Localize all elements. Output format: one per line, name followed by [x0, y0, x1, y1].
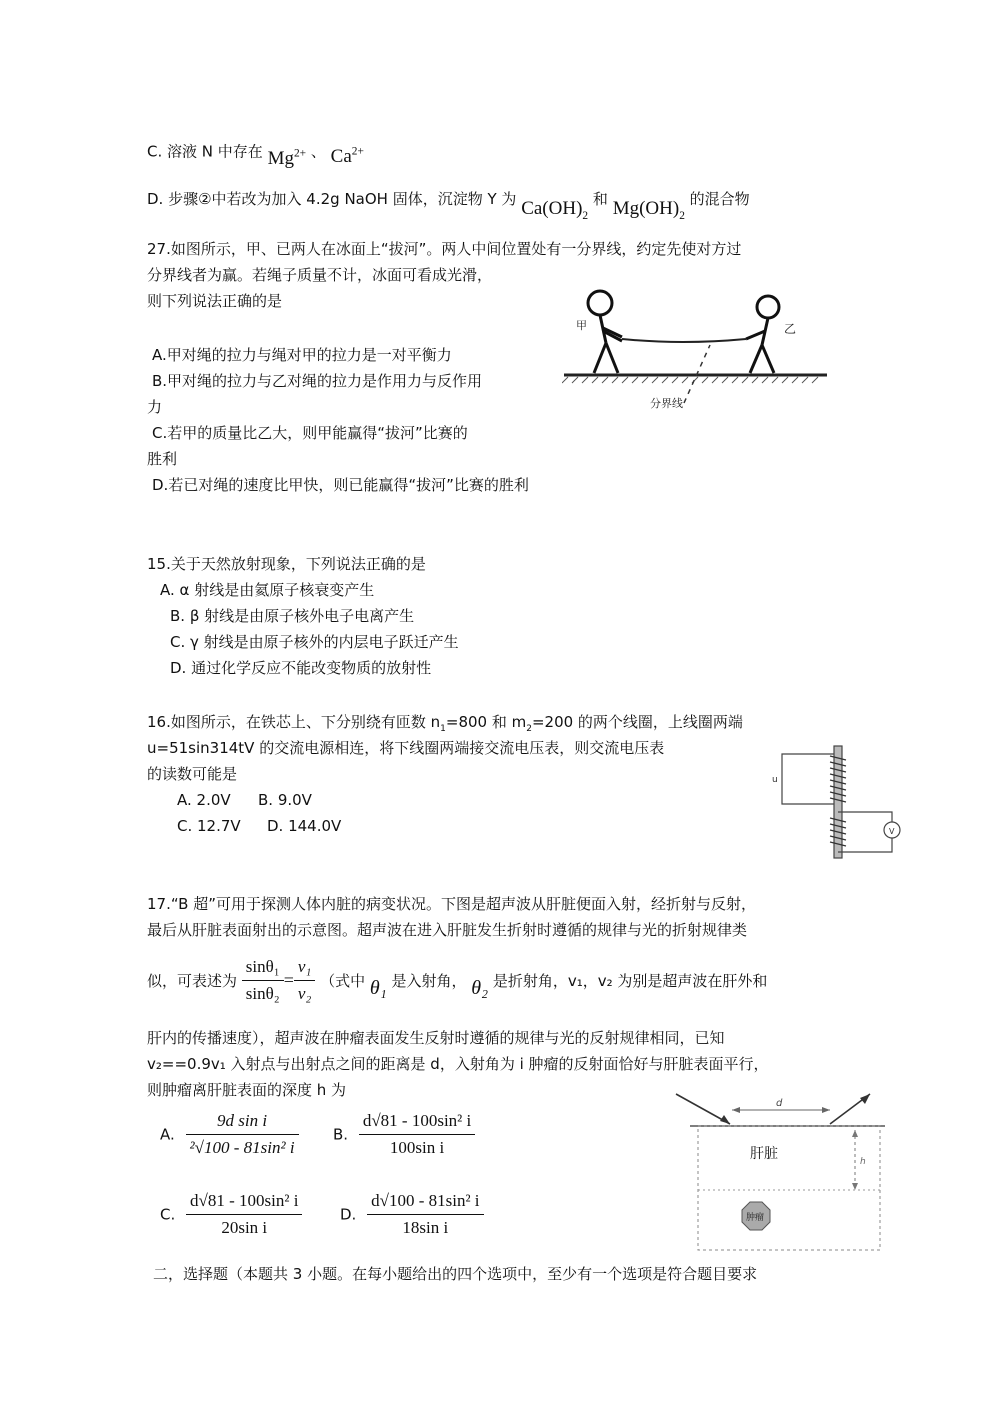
q15-option-b: B. β 射线是由原子核外电子电离产生 [170, 607, 415, 625]
q26-option-c [147, 136, 364, 170]
q26-chem-caoh2: $Ca(OH)_2$ [521, 198, 589, 222]
q17-option-a [160, 1110, 299, 1159]
q17-theta2: θ₂ [471, 977, 489, 999]
d-left-arrow-icon [732, 1107, 740, 1113]
q17-option-c-fraction: $\frac{\text{d√81 - 100sin² i}}{\text{20sin i}}$ [186, 1190, 302, 1239]
q26-ion-separator: 、 [310, 142, 326, 161]
d-label: d [776, 1098, 783, 1109]
q17-option-a-fraction: $\frac{\text{9d sin i}}{\text{²√100 - 81sin² i}}$ [186, 1110, 299, 1159]
q17-line3-a: 似，可表述为 [147, 972, 238, 990]
q17-option-b-fraction: $\frac{\text{d√81 - 100sin² i}}{\text{100sin i}}$ [359, 1110, 475, 1159]
q17-snell-equals: = [283, 970, 294, 990]
q27-option-b-line2: 力 [147, 398, 163, 416]
q17-stem-line5: v₂==0.9v₁ 入射点与出射点之间的距离是 d，入射角为 i 肿瘤的反射面恰好与肝脏表面平行， [147, 1055, 769, 1073]
label-yi: 乙 [784, 322, 797, 336]
q16-option-d: D. 144.0V [267, 817, 342, 835]
ground-hatch [562, 377, 818, 383]
q27-option-c-line2: 胜利 [147, 450, 178, 468]
q17-snell-fraction-sin: $\frac{\text{sinθ₁}}{\text{sinθ₂}}$ [242, 956, 284, 1005]
q17-line3-c: 是入射角， [391, 972, 467, 990]
q17-stem-line2: 最后从肝脏表面射出的示意图。超声波在进入肝脏发生折射时遵循的规律与光的折射规律类 [147, 921, 748, 939]
q26-option-d-end: 的混合物 [689, 190, 750, 208]
q16-option-b: B. 9.0V [258, 791, 312, 809]
q26-option-c-text: C. 溶液 N 中存在 [147, 142, 263, 161]
q17-line3-b: （式中 [320, 972, 366, 990]
q26-option-d [147, 189, 750, 222]
q27-stem-line1: 27.如图所示，甲、已两人在冰面上“拔河”。两人中间位置处有一分界线，约定先使对方过 [147, 240, 742, 258]
q17-line3-d: 是折射角，v₁，v₂ 为别是超声波在肝外和 [492, 972, 768, 990]
q17-theta1: θ₁ [369, 977, 387, 999]
q27-option-d: D.若已对绳的速度比甲快，则已能赢得“拔河”比赛的胜利 [152, 476, 529, 494]
q27-option-b-line1: B.甲对绳的拉力与乙对绳的拉力是作用力与反作用 [152, 372, 483, 390]
q17-snell-fraction-v: $\frac{\text{v₁}}{\text{v₂}}$ [294, 956, 315, 1005]
exit-arrow-icon [860, 1094, 870, 1104]
h-bottom-arrow-icon [852, 1183, 858, 1190]
tumor-label: 肿瘤 [746, 1213, 765, 1223]
q17-option-b-label: B. [333, 1125, 349, 1144]
person-left-figure [588, 291, 622, 373]
q16-transformer-figure [768, 742, 908, 862]
q26-ion-mg: $Mg^{2+}$ [267, 148, 307, 170]
q17-option-d [340, 1190, 484, 1239]
q17-stem-line3 [147, 956, 767, 1005]
q27-tug-of-war-figure [562, 283, 832, 413]
q15-option-d: D. 通过化学反应不能改变物质的放射性 [170, 659, 432, 677]
q17-stem-line1: 17.“B 超”可用于探测人体内脏的病变状况。下图是超声波从肝脏便面入射，经折射与反射， [147, 895, 756, 913]
q27-stem-line2: 分界线者为赢。若绳子质量不计，冰面可看成光滑， [147, 266, 493, 284]
h-label: h [860, 1157, 866, 1167]
q26-chem-mgoh2: $Mg(OH)_2$ [612, 198, 685, 222]
liver-box [698, 1126, 880, 1250]
q17-option-d-fraction: $\frac{\text{d√100 - 81sin² i}}{\text{18sin i}}$ [367, 1190, 483, 1239]
q15-option-c: C. γ 射线是由原子核外的内层电子跃迁产生 [170, 633, 459, 651]
h-top-arrow-icon [852, 1130, 858, 1137]
q16-stem-line1: 16.如图所示，在铁芯上、下分别绕有匝数 $n_1=800$ 和 $m_2=200$ 的两个线圈，上线圈两端 [147, 713, 743, 734]
q17-option-c-label: C. [160, 1205, 176, 1224]
q27-option-c-line1: C.若甲的质量比乙大，则甲能赢得“拔河”比赛的 [152, 424, 468, 442]
incident-arrow-icon [720, 1115, 730, 1124]
q26-option-d-text: D. 步骤②中若改为加入 4.2g NaOH 固体，沉淀物 Y 为 [147, 190, 517, 208]
q16-stem-line2: u=51sin314tV 的交流电源相连，将下线圈两端接交流电压表，则交流电压表 [147, 739, 665, 757]
q27-stem-line3: 则下列说法正确的是 [147, 292, 283, 310]
q17-stem-line6: 则肿瘤离肝脏表面的深度 h 为 [147, 1081, 347, 1099]
q27-option-a: A.甲对绳的拉力与绳对甲的拉力是一对平衡力 [152, 346, 452, 364]
source-label: u [772, 775, 778, 785]
rope [622, 339, 746, 342]
person-right-figure [746, 296, 779, 373]
q26-and: 和 [592, 190, 608, 208]
q16-option-c: C. 12.7V [177, 817, 241, 835]
label-jia: 甲 [576, 319, 587, 332]
voltmeter-label: V [889, 827, 895, 836]
q26-ion-ca: $Ca^{2+}$ [330, 146, 364, 168]
q17-stem-line4: 肝内的传播速度），超声波在肿瘤表面发生反射时遵循的规律与光的反射规律相同，已知 [147, 1029, 725, 1047]
q17-option-d-label: D. [340, 1205, 357, 1224]
upper-circuit-wire [782, 754, 838, 804]
section2-heading: 二，选择题（本题共 3 小题。在每小题给出的四个选项中，至少有一个选项是符合题目要求 [153, 1265, 758, 1283]
d-right-arrow-icon [822, 1107, 830, 1113]
q17-ultrasound-figure [670, 1090, 890, 1260]
q16-option-a: A. 2.0V [177, 791, 231, 809]
q16-stem-line3: 的读数可能是 [147, 765, 238, 783]
liver-label: 肝脏 [750, 1146, 778, 1162]
q17-option-c [160, 1190, 302, 1239]
q15-option-a: A. α 射线是由氦原子核衰变产生 [160, 581, 375, 599]
q17-option-b [333, 1110, 475, 1159]
label-boundary: 分界线 [650, 397, 683, 410]
q15-stem: 15.关于天然放射现象，下列说法正确的是 [147, 555, 426, 573]
q17-option-a-label: A. [160, 1125, 175, 1144]
